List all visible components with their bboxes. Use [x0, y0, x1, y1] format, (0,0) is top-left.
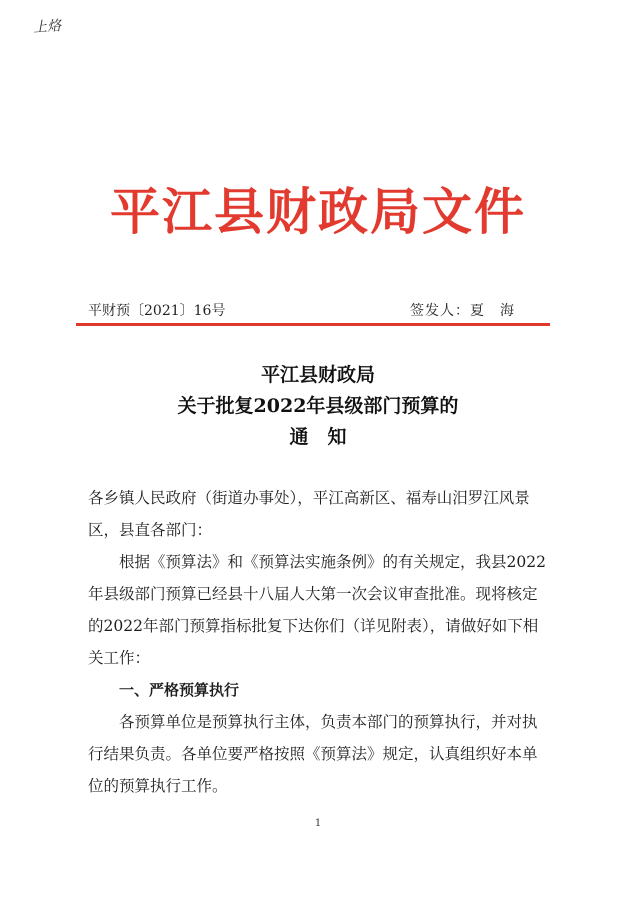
subject-line-2: 关于批复2022年县级部门预算的 — [177, 395, 459, 417]
body-text — [88, 482, 548, 802]
paragraph-2: 各预算单位是预算执行主体，负责本部门的预算执行，并对执行结果负责。各单位要严格按照《预算法》规定，认真组织好本单位的预算执行工作。 — [88, 713, 538, 795]
page-number: 1 — [314, 818, 322, 829]
subject-line-1: 平江县财政局 — [260, 364, 375, 386]
subject-line-3: 通 知 — [289, 426, 347, 448]
subject-block — [0, 360, 636, 453]
issuer-signature: 签发人：夏 海 — [410, 303, 515, 319]
red-divider-line — [76, 323, 550, 326]
handwritten-note: 上烙 — [32, 18, 62, 36]
document-header-title: 平江县财政局文件 — [110, 182, 526, 241]
document-number: 平财预〔2021〕16号 — [88, 303, 226, 319]
paragraph-1: 根据《预算法》和《预算法实施条例》的有关规定，我县2022年县级部门预算已经县十八届人大第一次会议审查批准。现将核定的2022年部门预算指标批复下达你们（详见附表），请做好如下相关工作： — [88, 553, 546, 667]
section-heading-1: 一、严格预算执行 — [119, 681, 240, 699]
recipients-paragraph: 各乡镇人民政府（街道办事处），平江高新区、福寿山汨罗江风景区，县直各部门： — [88, 489, 530, 539]
